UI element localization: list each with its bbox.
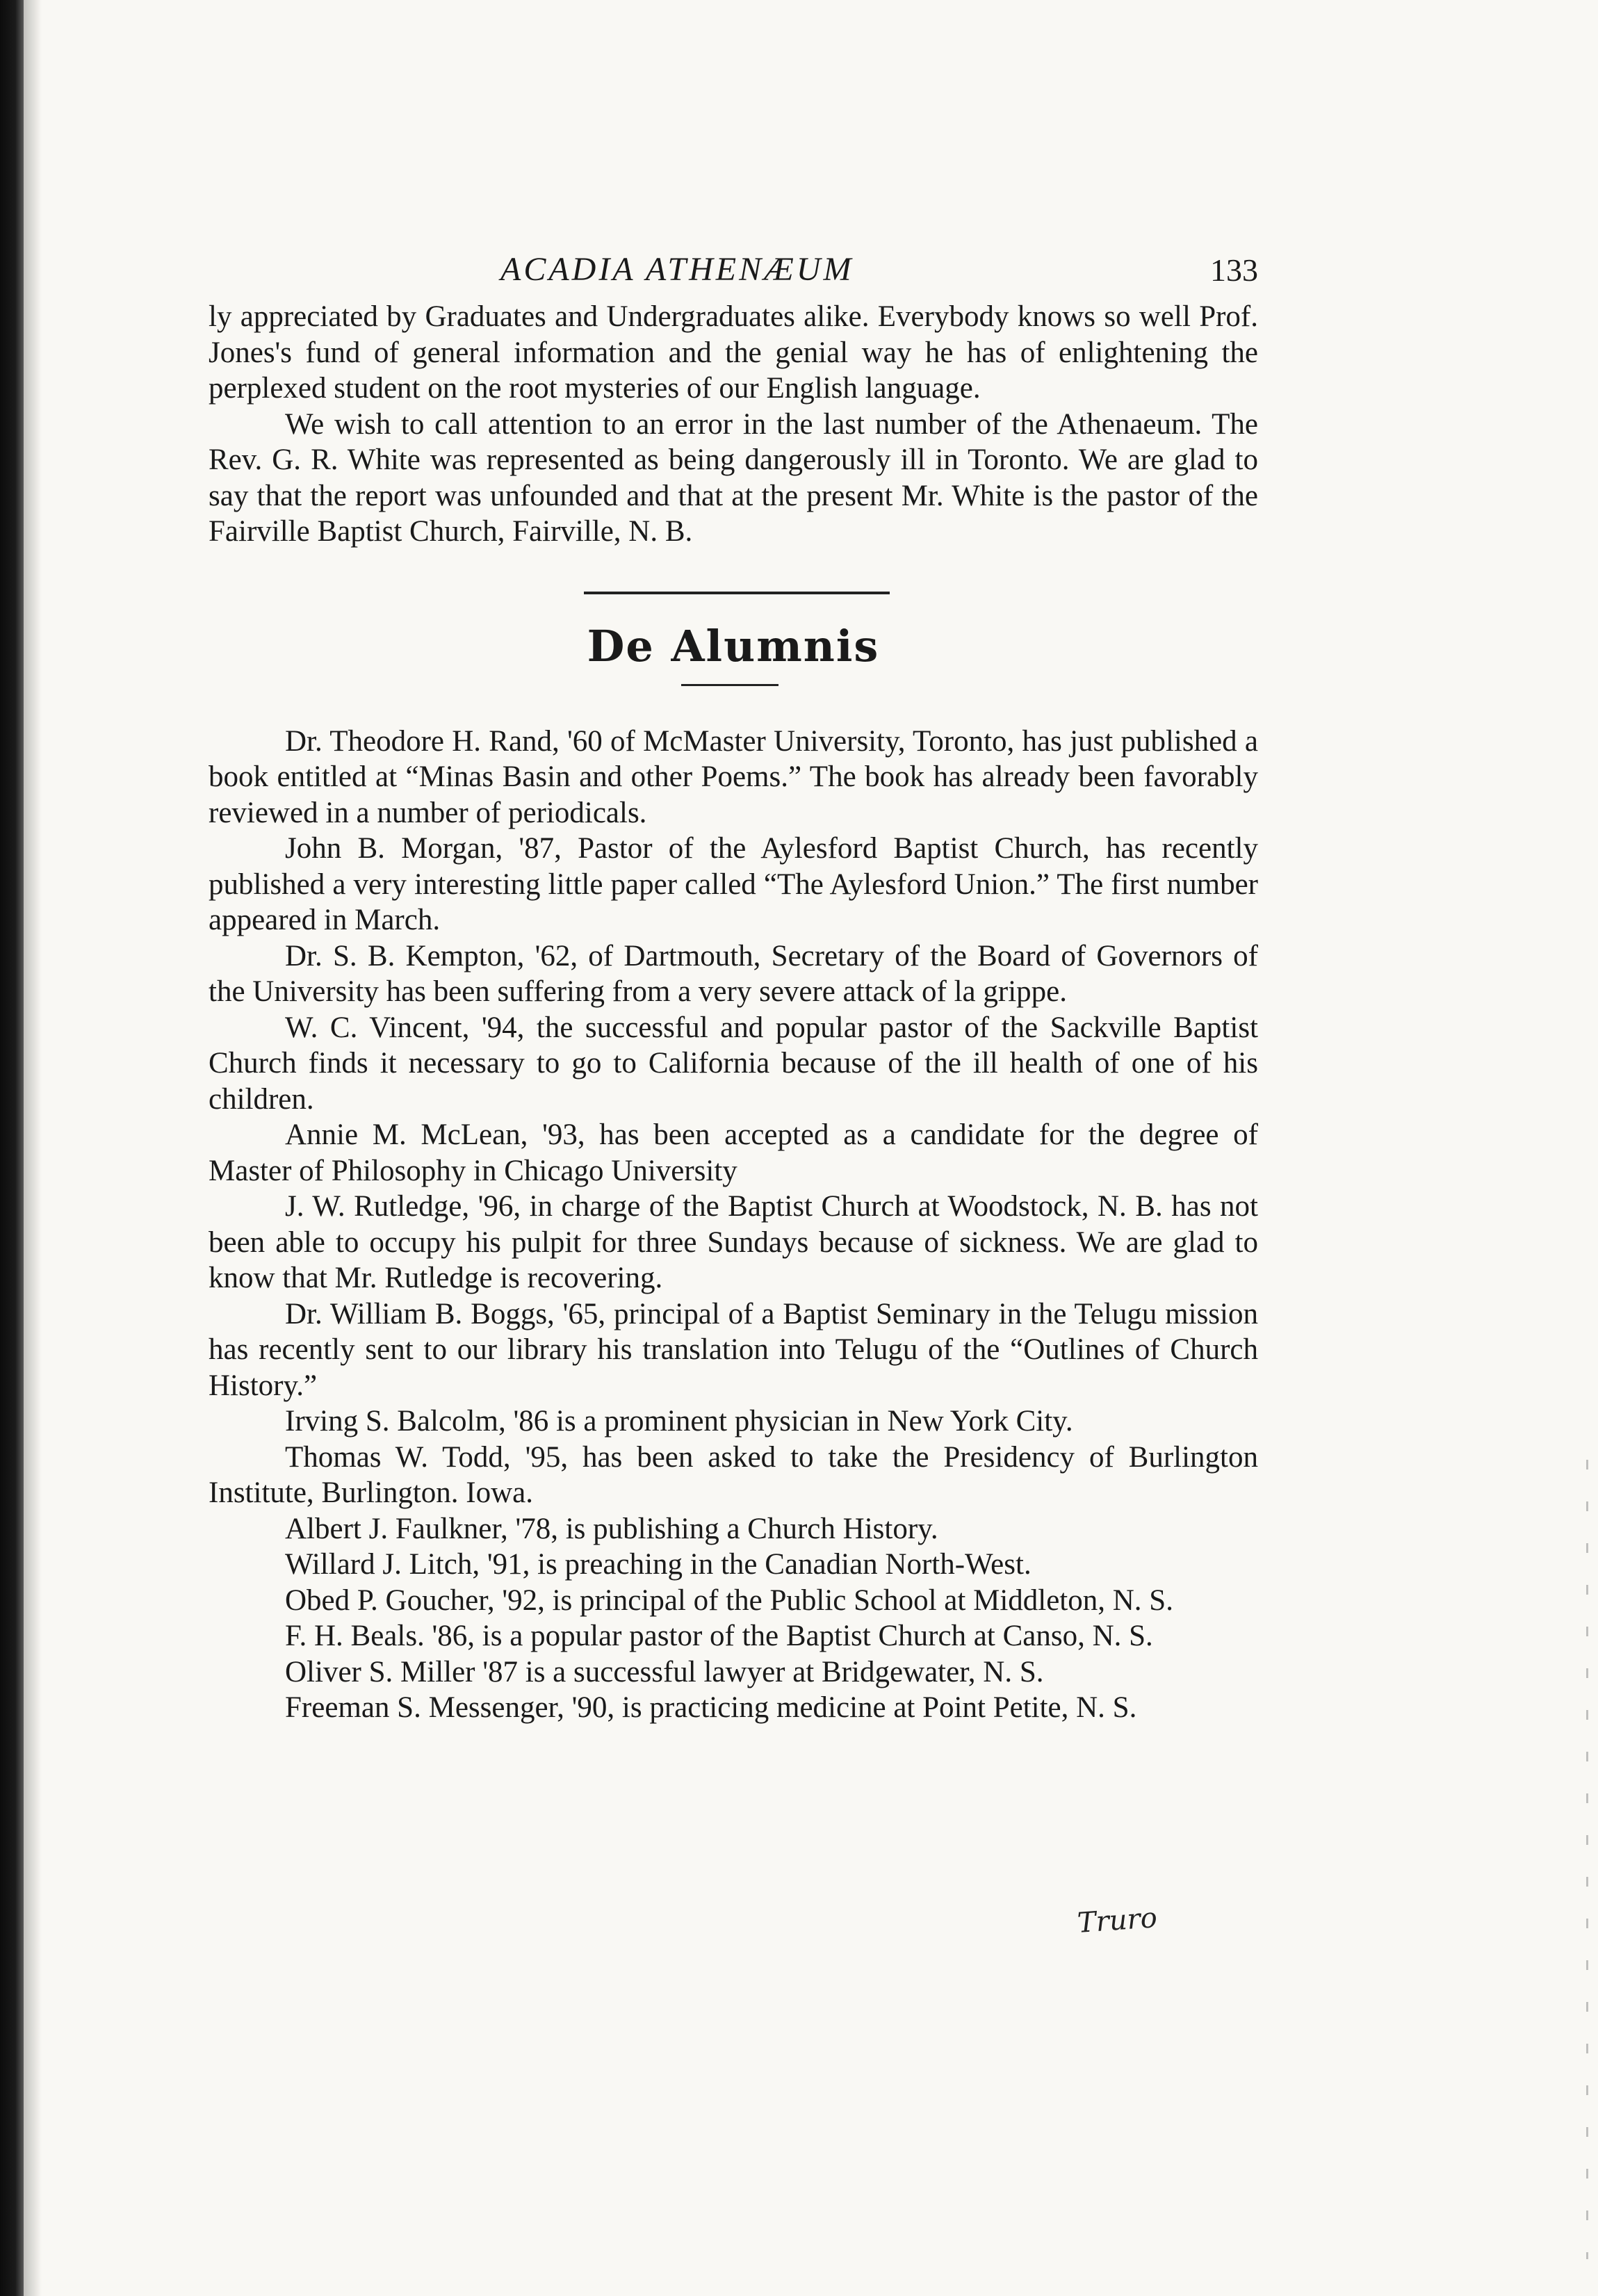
section-divider (584, 592, 890, 594)
running-title: ACADIA ATHENÆUM (500, 251, 854, 288)
gutter-shadow (24, 0, 42, 2296)
book-spine-shadow (0, 0, 24, 2296)
handwritten-annotation: Truro (1076, 1902, 1159, 1939)
alumni-note: Willard J. Litch, '91, is preaching in the Canadian North-West. (285, 1548, 1032, 1581)
heading-underline (681, 684, 778, 686)
running-head (209, 236, 1258, 299)
alumni-note: John B. Morgan, '87, Pastor of the Aylesford Baptist Church, has recently published a very interesting little paper called “The Aylesford Union.” The first number appeared in March. (209, 832, 1258, 936)
page-edge-marks (1586, 1460, 1588, 2259)
intro-text (209, 299, 1258, 550)
alumni-note: Dr. William B. Boggs, '65, principal of a Baptist Seminary in the Telugu mission has recently sent to our library his translation into Telugu of the “Outlines of Church History.” (209, 1297, 1258, 1402)
section-heading: De Alumnis (587, 620, 880, 671)
alumni-note: J. W. Rutledge, '96, in charge of the Baptist Church at Woodstock, N. B. has not been able to occupy his pulpit for three Sundays because of sickness. We are glad to know that Mr. Rutledge is recovering. (209, 1190, 1258, 1294)
paragraph: We wish to call attention to an error in the last number of the Athenaeum. The Rev. G. R. White was represented as being dangerously ill in Toronto. We are glad to say that the report was unfounded and that at the present Mr. White is the pastor of the Fairville Baptist Church, Fairville, N. B. (209, 407, 1258, 548)
alumni-note: F. H. Beals. '86, is a popular pastor of the Baptist Church at Canso, N. S. (285, 1620, 1153, 1652)
alumni-note: Thomas W. Todd, '95, has been asked to take the Presidency of Burlington Institute, Burlington. Iowa. (209, 1440, 1258, 1509)
alumni-note: Oliver S. Miller '87 is a successful lawyer at Bridgewater, N. S. (285, 1655, 1044, 1688)
page-number: 133 (1210, 252, 1258, 288)
alumni-notes (209, 724, 1258, 1726)
alumni-note: Albert J. Faulkner, '78, is publishing a Church History. (285, 1512, 938, 1545)
alumni-note: Annie M. McLean, '93, has been accepted as a candidate for the degree of Master of Philosophy in Chicago University (209, 1118, 1258, 1187)
alumni-note: Dr. Theodore H. Rand, '60 of McMaster University, Toronto, has just published a book entitled at “Minas Basin and other Poems.” The book has already been favorably reviewed in a number of periodicals. (209, 724, 1258, 829)
alumni-note: Irving S. Balcolm, '86 is a prominent physician in New York City. (285, 1405, 1073, 1438)
page-content (209, 236, 1258, 1726)
alumni-note: Freeman S. Messenger, '90, is practicing medicine at Point Petite, N. S. (285, 1691, 1137, 1724)
alumni-note: Obed P. Goucher, '92, is principal of the Public School at Middleton, N. S. (285, 1583, 1173, 1617)
paragraph: ly appreciated by Graduates and Undergraduates alike. Everybody knows so well Prof. Jones's fund of general information and the genial way he has of enlightening the perplexed student on the root mysteries of our English language. (209, 300, 1258, 405)
alumni-note: W. C. Vincent, '94, the successful and popular pastor of the Sackville Baptist Church finds it necessary to go to California because of the ill health of one of his children. (209, 1011, 1258, 1116)
alumni-note: Dr. S. B. Kempton, '62, of Dartmouth, Secretary of the Board of Governors of the University has been suffering from a very severe attack of la grippe. (209, 939, 1258, 1008)
